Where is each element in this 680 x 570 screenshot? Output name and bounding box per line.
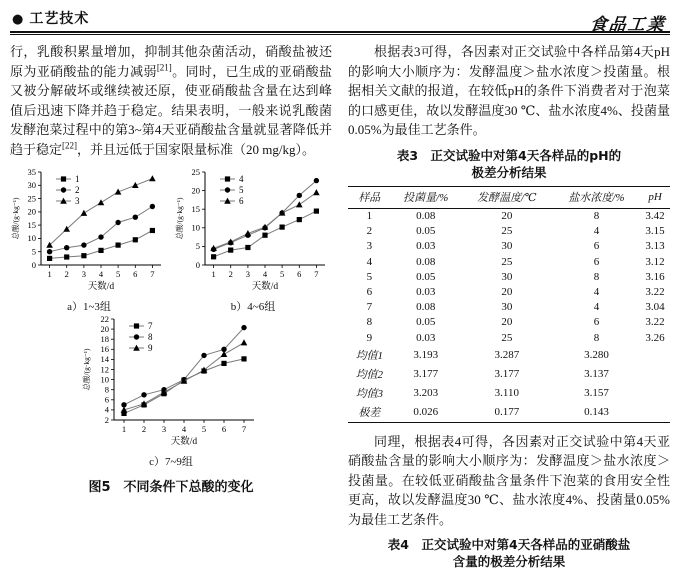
table-cell: 9 [366,331,373,344]
table-cell: 3.12 [645,255,665,268]
table-column-header: pH [640,186,670,208]
table-cell: 6 [593,255,600,268]
table-cell: 3.137 [584,367,609,380]
paragraph-text: 。同时，已生成的亚硝酸盐又被分解破坏或继续被还原，使亚硝酸盐含量在达到峰值后迅速下降并趋于稳定。结果表明，一般来说乳酸菌发酵泡菜过程中的第3~第4天亚硝酸盐含量就显著降低并趋于稳定 [10,63,332,157]
svg-text:5: 5 [31,246,36,257]
table-cell: 3.22 [645,286,665,299]
table-cell: 0.143 [584,406,609,419]
table-cell: 3.193 [413,348,439,361]
citation-ref-22: [22] [62,140,78,151]
table-cell: 0.05 [416,316,436,329]
svg-text:1: 1 [75,174,80,184]
section-label: 工艺技术 [29,11,90,27]
svg-text:16: 16 [100,344,109,355]
table-row [348,364,670,383]
table-cell: 7 [366,301,373,314]
table-cell [640,403,670,423]
body-paragraph-nitrite [10,42,332,159]
table-cell: 0.03 [416,240,436,253]
body-paragraph-nitrite-orthogonal: 同理，根据表4可得，各因素对正交试验中第4天亚硝酸盐含量的影响大小顺序为：发酵温度＞盐水浓度＞投菌量。在较低亚硝酸盐含量条件下泡菜的食用安全性更高，故以发酵温度30 ℃、盐水浓度4%、投菌量0.05%为最佳工艺条件。 [348,433,670,527]
svg-text:6: 6 [297,269,302,279]
svg-text:4: 4 [239,174,244,184]
table-cell: 3.26 [645,331,665,344]
table-cell: 3.16 [645,270,665,283]
svg-text:4: 4 [104,404,109,415]
table-cell: 8 [593,331,600,344]
table-cell: 均值2 [355,368,384,381]
svg-text:2: 2 [64,269,69,279]
chart-c-caption: c）7~9组 [149,456,193,468]
table-cell: 8 [593,270,600,283]
svg-text:7: 7 [241,424,247,434]
svg-text:1: 1 [47,269,52,279]
citation-ref-21: [21] [156,62,172,73]
table-cell: 3.15 [645,225,665,238]
svg-text:35: 35 [27,167,36,177]
table-cell: 0.05 [416,270,436,283]
figure5-caption: 图5 不同条件下总酸的变化 [88,480,254,495]
svg-text:2: 2 [75,185,80,195]
table-cell: 3.13 [645,240,665,253]
chart-a-caption: a）1~3组 [67,301,111,313]
svg-text:5: 5 [279,269,285,279]
svg-text:10: 10 [191,222,200,233]
table-cell: 3.287 [494,348,520,361]
table-cell: 0.05 [416,225,436,238]
table-cell: 1 [366,210,373,223]
svg-text:3: 3 [81,269,87,279]
table-cell: 2 [366,225,373,238]
table-cell: 3.157 [584,387,609,400]
table-cell: 6 [366,286,373,299]
table-row [348,239,670,254]
table-cell: 20 [501,286,513,299]
chart-groups-7-9 [81,314,261,469]
table3 [348,186,670,423]
table-header-row [348,186,670,208]
svg-text:15: 15 [27,219,36,230]
table-column-header: 盐水浓度/% [553,186,640,208]
svg-text:6: 6 [239,196,244,206]
table-column-header: 投菌量/% [391,186,461,208]
svg-text:12: 12 [100,364,109,375]
table-cell: 3.177 [494,367,520,380]
svg-text:0: 0 [195,259,200,270]
svg-text:10: 10 [100,374,109,385]
svg-text:3: 3 [75,196,80,206]
table-row [348,254,670,269]
svg-text:2: 2 [104,414,109,425]
chart-a-svg [10,167,168,297]
table-row [348,315,670,330]
table4-title [348,536,670,570]
svg-text:5: 5 [115,269,121,279]
table-cell: 8 [593,210,600,223]
table-cell: 0.03 [416,286,436,299]
chart-c-svg [81,314,261,452]
table-cell: 0.177 [494,406,520,419]
header-divider [10,31,670,35]
table-cell: 0.03 [416,331,436,344]
paragraph-text: 行，乳酸积累量增加，抑制其他杂菌活动，硝酸盐被还原为亚硝酸盐的能力减弱 [10,44,332,79]
table-cell: 0.08 [416,210,436,223]
table-column-header: 发酵温度/℃ [461,186,553,208]
svg-text:总酸/(g·kg⁻¹): 总酸/(g·kg⁻¹) [175,197,184,240]
chart-b-svg [174,167,332,297]
table-row [348,208,670,224]
journal-logo: 食品工業 [588,15,667,35]
svg-text:4: 4 [181,424,187,434]
section-bullet-icon: ● [12,12,25,27]
table-cell: 4 [593,286,600,299]
svg-text:18: 18 [100,334,109,344]
table-row [348,269,670,284]
table-cell [640,364,670,383]
svg-text:1: 1 [121,424,127,434]
svg-text:5: 5 [239,185,244,195]
table-row [348,330,670,345]
section-header [12,8,89,28]
svg-text:6: 6 [104,394,109,405]
table-cell: 3.110 [494,387,520,400]
table3-title [348,147,670,181]
chart-groups-1-3 [10,167,168,314]
svg-text:30: 30 [27,180,36,191]
svg-text:20: 20 [100,323,109,334]
body-paragraph-ph: 根据表3可得，各因素对正交试验中各样品第4天pH的影响大小顺序为：发酵温度＞盐水浓度＞投菌量。根据相关文献的报道，在较低pH的条件下消费者对于泡菜的口感更佳，故以发酵温度30 ℃、盐水浓度4%、投菌量0.05%为最佳工艺条件。 [348,44,670,137]
svg-text:15: 15 [191,204,200,214]
table-cell: 0.08 [416,255,436,268]
svg-text:7: 7 [314,269,319,279]
table-cell: 均值1 [355,349,384,362]
table-row [348,384,670,403]
table4-title-line2: 含量的极差分析结果 [452,554,566,570]
table-cell: 6 [593,240,600,253]
right-column [348,42,670,570]
table3-title-line1: 表3 正交试验中对第4天各样品的pH的 [396,147,622,163]
table-cell: 20 [501,210,513,223]
svg-text:7: 7 [150,269,155,279]
table-row [348,284,670,299]
table-cell: 0.08 [416,301,436,314]
table-cell: 5 [366,270,373,283]
table-row [348,224,670,239]
table-row [348,300,670,315]
svg-text:22: 22 [100,314,109,324]
svg-text:天数/d: 天数/d [87,282,115,292]
table-cell: 30 [501,270,513,283]
svg-text:14: 14 [100,354,109,365]
table-column-header: 样品 [348,186,391,208]
left-column [10,42,332,495]
svg-text:20: 20 [191,185,200,196]
table-cell: 4 [366,255,373,268]
svg-text:1: 1 [211,269,216,279]
table4-title-line1: 表4 正交试验中对第4天各样品的亚硝酸盐 [387,537,631,553]
svg-text:2: 2 [141,424,147,434]
svg-text:7: 7 [148,321,153,331]
table-cell: 0.026 [413,406,439,419]
table-cell: 3.203 [413,387,439,400]
svg-text:20: 20 [27,206,36,217]
svg-text:5: 5 [201,424,207,434]
svg-text:总酸/(g·kg⁻¹): 总酸/(g·kg⁻¹) [11,197,20,240]
svg-text:2: 2 [228,269,233,279]
paragraph-text: ，并且远低于国家限量标准（20 mg/kg）。 [77,141,315,157]
svg-text:0: 0 [31,259,36,270]
svg-text:9: 9 [148,343,153,353]
svg-text:天数/d: 天数/d [251,282,279,292]
table-cell: 6 [593,316,600,329]
table-cell: 30 [501,301,513,314]
chart-groups-4-6 [174,167,332,314]
table-cell: 25 [501,331,513,344]
svg-text:6: 6 [221,424,227,434]
table-cell: 均值3 [355,388,384,401]
svg-text:25: 25 [191,167,200,177]
table-cell: 3.177 [413,367,439,380]
table-cell: 20 [501,316,513,329]
table-cell: 25 [501,225,513,238]
svg-text:3: 3 [245,269,251,279]
table-cell: 3.280 [584,348,609,361]
table-cell: 4 [593,225,600,238]
table-cell: 极差 [358,407,381,420]
svg-text:6: 6 [133,269,138,279]
table-cell [640,384,670,403]
svg-text:天数/d: 天数/d [170,437,198,447]
table-cell [640,345,670,364]
table3-body [348,208,670,422]
table-row [348,403,670,423]
table-cell: 30 [501,240,513,253]
table-cell: 3.22 [645,316,665,329]
table-cell: 8 [366,316,373,329]
table-cell: 25 [501,255,513,268]
table-cell: 4 [593,301,600,314]
figure5-top-row [10,167,332,314]
svg-text:8: 8 [104,384,109,395]
svg-text:总酸/(g·kg⁻¹): 总酸/(g·kg⁻¹) [82,348,91,391]
svg-text:10: 10 [27,233,36,244]
svg-text:8: 8 [148,332,153,342]
table-row [348,345,670,364]
svg-text:4: 4 [98,269,104,279]
table-cell: 3.42 [645,210,665,223]
chart-b-caption: b）4~6组 [230,301,276,313]
table-cell: 3.04 [645,301,665,314]
svg-text:25: 25 [27,193,36,204]
table3-head [348,186,670,208]
svg-text:4: 4 [262,269,268,279]
table-cell: 3 [366,240,373,253]
svg-text:3: 3 [161,424,167,434]
svg-text:5: 5 [195,241,200,252]
table3-title-line2: 极差分析结果 [471,164,547,180]
